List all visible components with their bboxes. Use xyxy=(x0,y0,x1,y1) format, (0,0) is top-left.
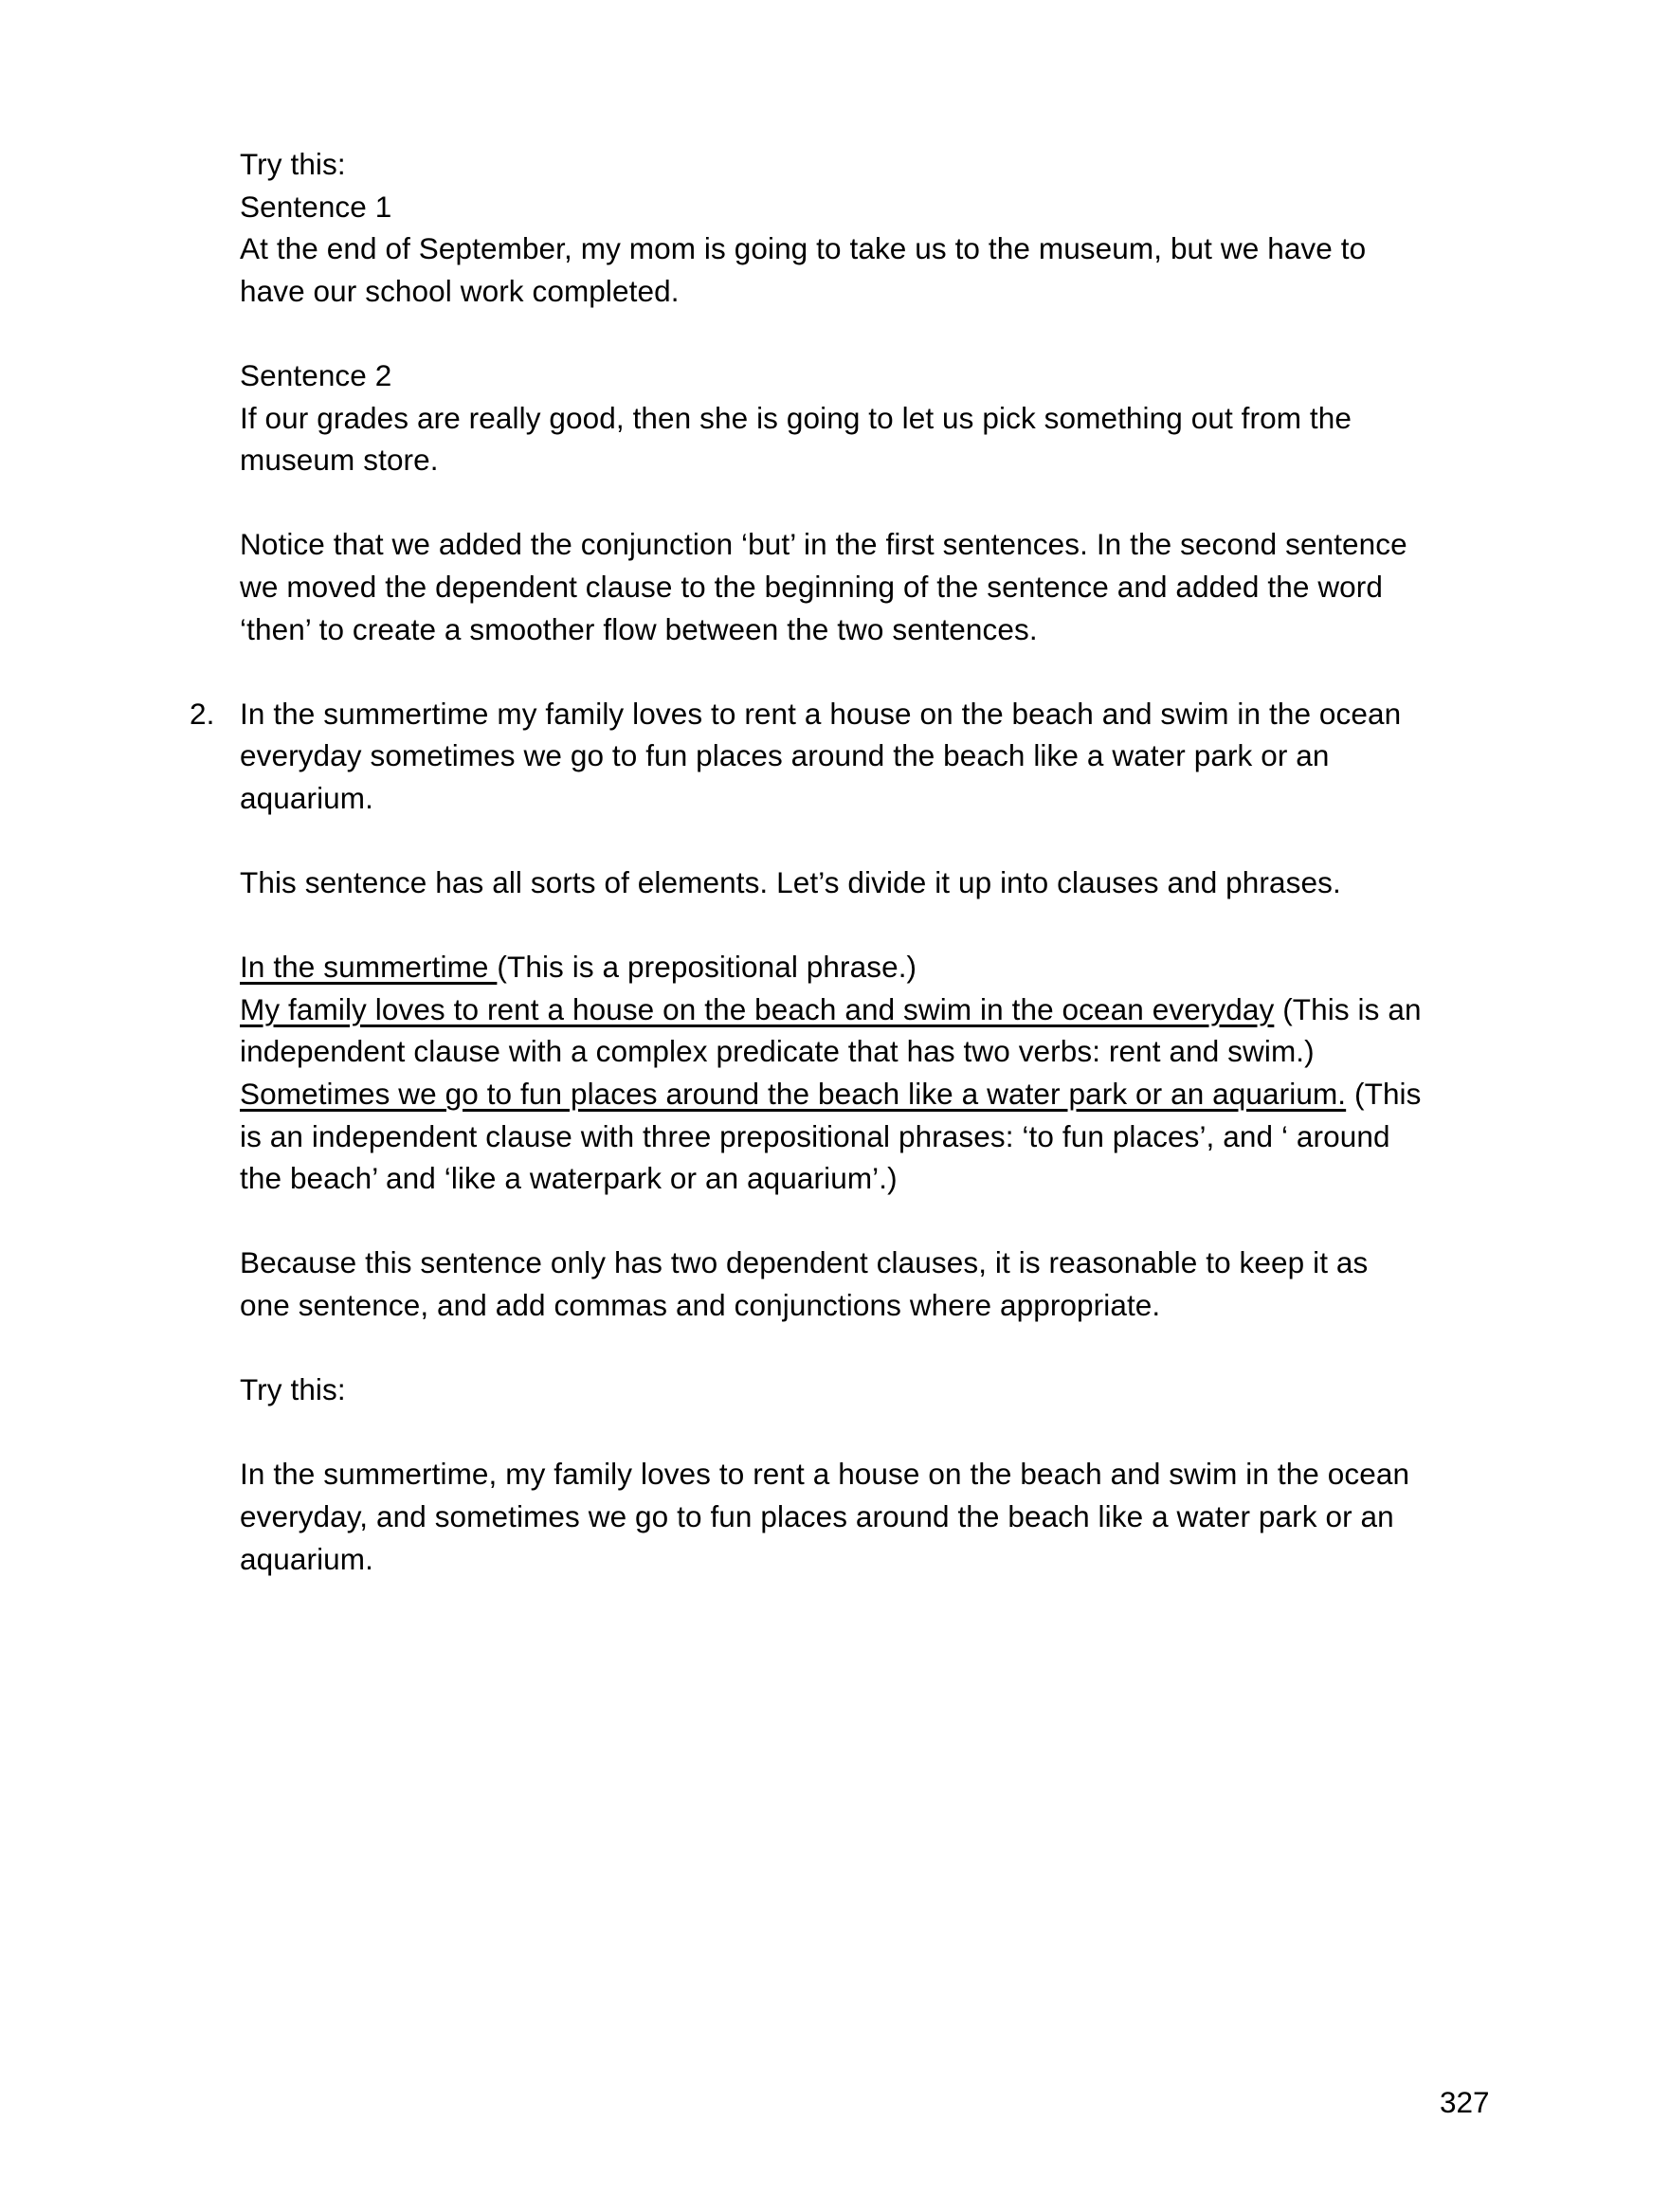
text-segment: Notice that we added the conjunction ‘but’ in the first sentences. In the second sentence xyxy=(240,527,1407,562)
text-segment: (This is an xyxy=(1274,991,1422,1026)
text-segment: In the summertime my family loves to rent a house on the beach and swim in the ocean xyxy=(240,696,1402,731)
text-segment: everyday sometimes we go to fun places around the beach like a water park or an xyxy=(240,738,1330,773)
text-segment: If our grades are really good, then she is going to let us pick something out from the xyxy=(240,400,1352,435)
text-segment: Try this: xyxy=(240,147,346,181)
text-segment: Sentence 1 xyxy=(240,189,392,224)
text-segment: (This is a prepositional phrase.) xyxy=(497,950,917,985)
text-segment: one sentence, and add commas and conjunctions where appropriate. xyxy=(240,1288,1161,1323)
underlined-text: In the summertime xyxy=(240,950,498,985)
paragraph xyxy=(240,354,1510,481)
text-segment: have our school work completed. xyxy=(240,273,680,308)
text-segment: the beach’ and ‘like a waterpark or an aquarium’.) xyxy=(240,1161,898,1196)
paragraph xyxy=(240,946,1510,1200)
list-item-number: 2. xyxy=(190,696,215,731)
paragraph xyxy=(240,1453,1510,1580)
paragraph xyxy=(240,523,1510,650)
underlined-text: Sometimes we go to fun places around the beach like a water park or an aquarium. xyxy=(240,1077,1347,1112)
text-segment: Sentence 2 xyxy=(240,357,392,392)
paragraph xyxy=(240,1369,1510,1411)
text-segment: museum store. xyxy=(240,443,439,478)
text-segment: (This xyxy=(1346,1077,1422,1112)
text-segment: At the end of September, my mom is going to take us to the museum, but we have to xyxy=(240,231,1367,266)
underlined-text: My family loves to rent a house on the beach and swim in the ocean everyday xyxy=(240,991,1275,1026)
paragraph xyxy=(240,1242,1510,1326)
text-segment: aquarium. xyxy=(240,1541,373,1576)
text-segment: is an independent clause with three prepositional phrases: ‘to fun places’, and ‘ around xyxy=(240,1118,1390,1153)
text-segment: Because this sentence only has two dependent clauses, it is reasonable to keep it as xyxy=(240,1245,1369,1280)
text-segment: independent clause with a complex predicate that has two verbs: rent and swim.) xyxy=(240,1034,1315,1069)
text-segment: ‘then’ to create a smoother flow between the two sentences. xyxy=(240,611,1038,646)
text-segment: This sentence has all sorts of elements. Let’s divide it up into clauses and phrases. xyxy=(240,865,1341,900)
text-segment: we moved the dependent clause to the beginning of the sentence and added the word xyxy=(240,569,1383,604)
document-body xyxy=(190,143,1510,1580)
text-segment: everyday, and sometimes we go to fun places around the beach like a water park or an xyxy=(240,1499,1394,1533)
text-segment: In the summertime, my family loves to rent a house on the beach and swim in the ocean xyxy=(240,1457,1410,1492)
text-segment: aquarium. xyxy=(240,780,373,815)
text-segment: Try this: xyxy=(240,1372,346,1407)
paragraph xyxy=(240,861,1510,904)
page-number: 327 xyxy=(1440,2085,1490,2119)
paragraph xyxy=(240,143,1510,312)
numbered-list-item xyxy=(190,693,1510,820)
